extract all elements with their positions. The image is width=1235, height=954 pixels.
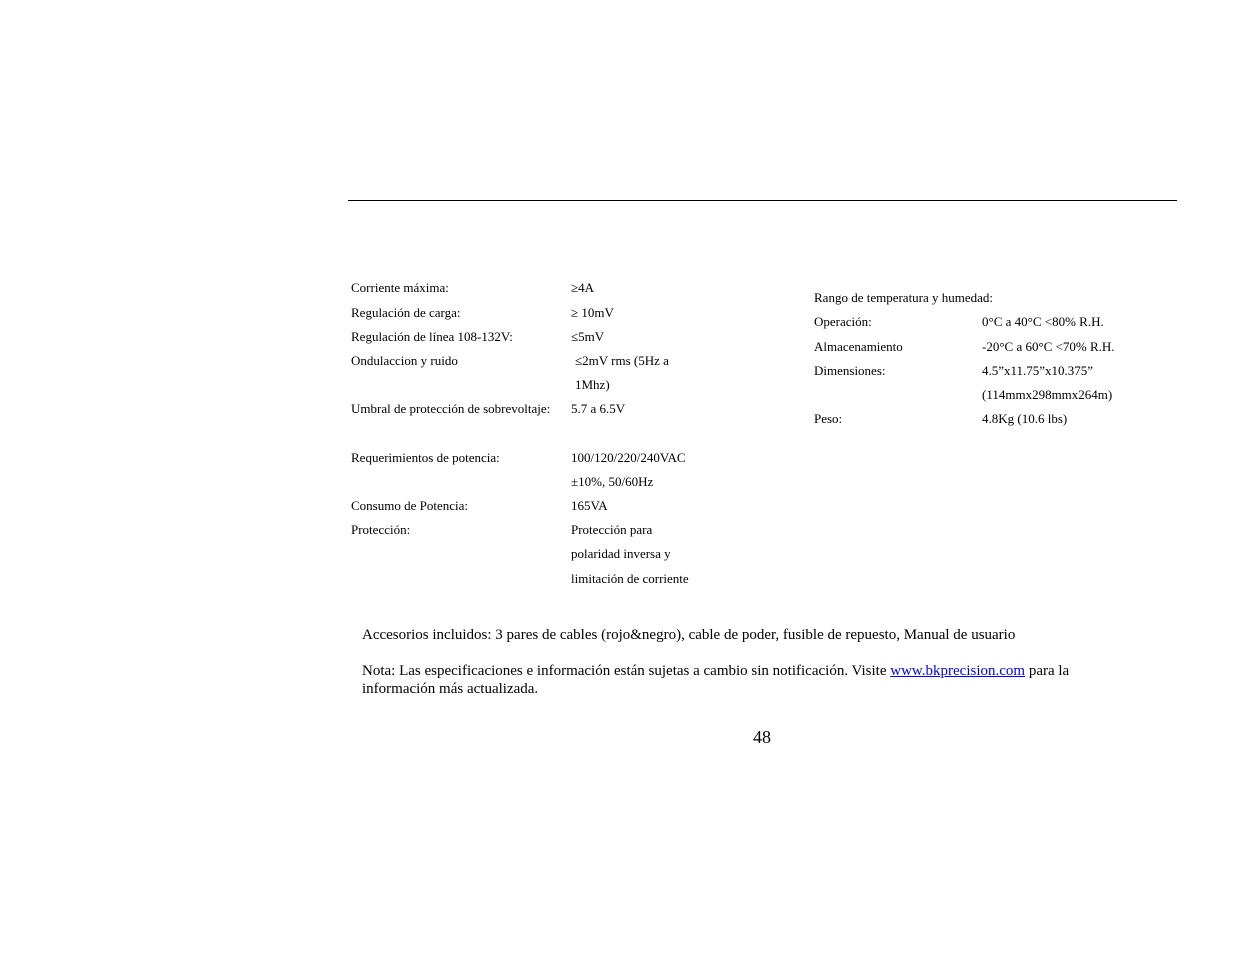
accessories-text: Accesorios incluidos: 3 pares de cables (rojo&negro), cable de poder, fusible de repuesto, Manual de usuario [362,627,1016,643]
spec-label-ripple-noise: Ondulaccion y ruido [351,353,458,368]
spec-value-line-regulation: ≤5mV [571,329,605,344]
note-text-before-link: Nota: Las especificaciones e información están sujetas a cambio sin notificación. Visite [362,663,891,679]
spec-label-weight: Peso: [814,411,843,426]
spec-label-protection: Protección: [351,522,411,537]
spec-value-operation: 0°C a 40°C <80% R.H. [982,314,1104,329]
spec-label-max-current: Corriente máxima: [351,280,449,295]
spec-value-power-consumption: 165VA [571,498,608,513]
header-rule [348,200,1177,201]
spec-value-power-requirements-line1: 100/120/220/240VAC [571,450,686,465]
note-paragraph [362,662,1069,698]
spec-label-line-regulation: Regulación de línea 108-132V: [351,329,513,344]
spec-value-dimensions-line1: 4.5”x11.75”x10.375” [982,363,1094,378]
spec-value-protection-line1: Protección para [571,522,653,537]
spec-value-dimensions-line2: (114mmx298mmx264m) [982,387,1113,402]
spec-value-load-regulation: ≥ 10mV [571,305,614,320]
note-text-after-link: para la [1025,663,1070,679]
spec-value-max-current: ≥4A [571,280,595,295]
spec-value-ripple-noise-line1: ≤2mV rms (5Hz a [575,353,669,368]
note-text-second-line: información más actualizada. [362,681,539,697]
spec-label-ovp-threshold: Umbral de protección de sobrevoltaje: [351,401,551,416]
spec-value-protection-line3: limitación de corriente [571,571,689,586]
spec-label-storage: Almacenamiento [814,339,903,354]
spec-label-operation: Operación: [814,314,872,329]
spec-value-weight: 4.8Kg (10.6 lbs) [982,411,1068,426]
spec-value-ripple-noise-line2: 1Mhz) [575,377,610,392]
spec-label-power-consumption: Consumo de Potencia: [351,498,468,513]
spec-value-power-requirements-line2: ±10%, 50/60Hz [571,474,654,489]
spec-value-protection-line2: polaridad inversa y [571,546,671,561]
bkprecision-link[interactable]: www.bkprecision.com [890,663,1026,679]
spec-label-dimensions: Dimensiones: [814,363,886,378]
spec-value-storage: -20°C a 60°C <70% R.H. [982,339,1115,354]
spec-value-ovp-threshold: 5.7 a 6.5V [571,401,626,416]
spec-label-power-requirements: Requerimientos de potencia: [351,450,500,465]
spec-label-load-regulation: Regulación de carga: [351,305,461,320]
spec-heading-temperature-humidity: Rango de temperatura y humedad: [814,290,994,305]
page-number: 48 [753,727,771,747]
